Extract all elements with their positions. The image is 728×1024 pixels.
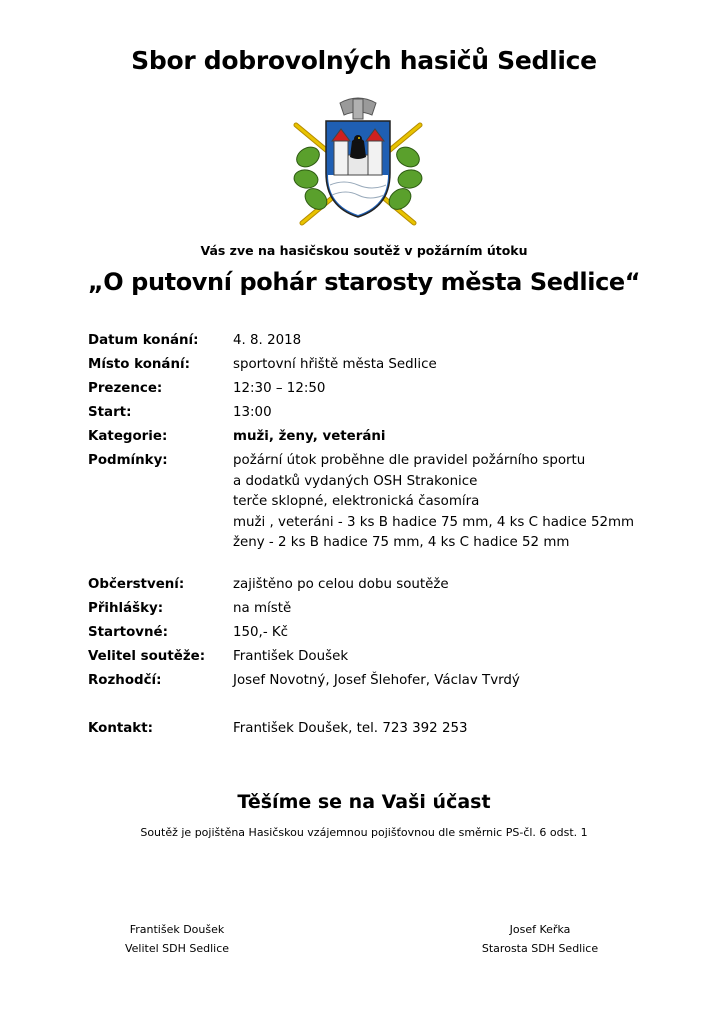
detail-value: 4. 8. 2018 <box>233 333 302 348</box>
condition-line: ženy - 2 ks B hadice 75 mm, 4 ks C hadice 52 mm <box>233 535 570 550</box>
detail-value: František Doušek <box>233 649 349 664</box>
detail-value: Josef Novotný, Josef Šlehofer, Václav Tvrdý <box>233 673 520 688</box>
detail-label: Velitel soutěže: <box>88 649 206 664</box>
detail-label: Podmínky: <box>88 453 168 468</box>
detail-value: František Doušek, tel. 723 392 253 <box>233 721 468 736</box>
detail-value: sportovní hřiště města Sedlice <box>233 357 437 372</box>
signature-role: Velitel SDH Sedlice <box>124 942 230 955</box>
signature-commander <box>112 920 242 958</box>
signature-role: Starosta SDH Sedlice <box>481 942 599 955</box>
event-title: „O putovní pohár starosty města Sedlice“ <box>87 268 641 296</box>
detail-label: Startovné: <box>88 625 168 640</box>
detail-label: Prezence: <box>88 381 163 396</box>
closing-heading: Těšíme se na Vaši účast <box>237 791 491 813</box>
invitation-text: Vás zve na hasičskou soutěž v požárním útoku <box>200 243 528 258</box>
detail-value: 150,- Kč <box>233 625 289 640</box>
detail-value: 12:30 – 12:50 <box>233 381 326 396</box>
detail-label: Přihlášky: <box>88 601 164 616</box>
insurance-note: Soutěž je pojištěna Hasičskou vzájemnou pojišťovnou dle směrnic PS-čl. 6 odst. 1 <box>140 826 588 839</box>
detail-value <box>233 451 693 554</box>
detail-label: Rozhodčí: <box>88 673 162 688</box>
detail-value: na místě <box>233 601 292 616</box>
condition-line: požární útok proběhne dle pravidel požárního sportu <box>233 453 586 468</box>
signature-name: František Doušek <box>129 923 225 936</box>
detail-label: Místo konání: <box>88 357 190 372</box>
detail-value: zajištěno po celou dobu soutěže <box>233 577 449 592</box>
detail-label: Občerstvení: <box>88 577 185 592</box>
signature-name: Josef Keřka <box>509 923 571 936</box>
condition-line: muži , veteráni - 3 ks B hadice 75 mm, 4 ks C hadice 52mm <box>233 514 635 530</box>
condition-line: a dodatků vydaných OSH Strakonice <box>233 473 478 489</box>
detail-value: 13:00 <box>233 405 272 420</box>
detail-value: muži, ženy, veteráni <box>233 429 386 444</box>
detail-label: Kontakt: <box>88 721 153 736</box>
detail-label: Start: <box>88 405 132 420</box>
fire-brigade-emblem-icon <box>286 95 430 231</box>
signature-mayor <box>470 920 610 958</box>
condition-line: terče sklopné, elektronická časomíra <box>233 494 480 509</box>
page-title: Sbor dobrovolných hasičů Sedlice <box>131 46 597 75</box>
detail-label: Kategorie: <box>88 429 168 444</box>
detail-label: Datum konání: <box>88 333 199 348</box>
